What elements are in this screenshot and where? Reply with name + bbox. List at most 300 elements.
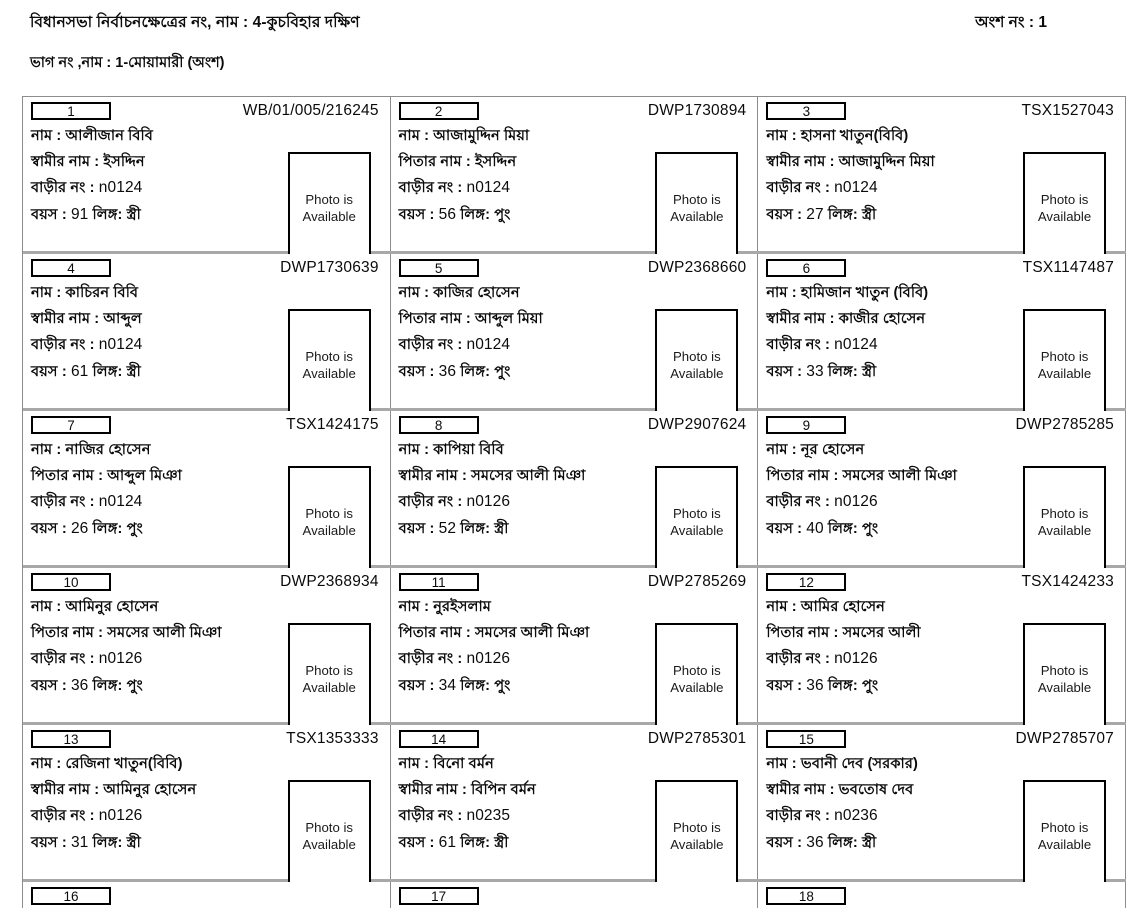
voter-name-label: নাম : — [31, 599, 62, 615]
voter-details — [31, 281, 277, 385]
house-number-label: বাড়ীর নং : — [31, 651, 95, 667]
serial-number-box: 7 — [31, 416, 111, 434]
house-number-label: বাড়ীর নং : — [398, 808, 463, 824]
voter-age-value: 56 — [438, 205, 457, 223]
photo-placeholder — [1023, 623, 1106, 734]
voter-age-value: 36 — [438, 362, 457, 380]
house-number-label: বাড়ীর নং : — [398, 494, 463, 510]
house-number — [31, 175, 277, 202]
voter-card-body — [31, 438, 383, 542]
voter-age-value: 36 — [70, 676, 89, 694]
voter-age-extra-value: পুং — [494, 206, 511, 223]
voter-age — [766, 202, 1012, 229]
photo-text-line2: Available — [302, 365, 356, 381]
voter-details — [399, 124, 645, 228]
voter-age-extra-label: লিঙ্গ: — [460, 363, 491, 380]
serial-number-box: 5 — [399, 259, 479, 277]
voter-relation — [399, 150, 645, 176]
voter-age-label: বয়স : — [398, 677, 435, 694]
house-number-label: বাড়ীর নং : — [766, 337, 830, 353]
house-number-label: বাড়ীর নং : — [766, 651, 830, 667]
voter-age-value: 36 — [806, 676, 824, 694]
voter-card[interactable] — [758, 568, 1126, 722]
epic-id: DWP2785285 — [1015, 416, 1115, 433]
photo-placeholder — [1023, 780, 1106, 891]
voter-age-value: 31 — [70, 833, 89, 851]
voter-name-value: আমিনুর হোসেন — [65, 599, 159, 615]
photo-text-line1: Photo is — [1040, 505, 1089, 521]
house-number-value: n0124 — [834, 336, 878, 353]
voter-card[interactable] — [23, 882, 391, 908]
voter-card-header — [399, 887, 751, 908]
voter-age-extra-value: পুং — [861, 677, 879, 694]
voter-age-label: বয়স : — [766, 520, 803, 537]
voter-relation-label: পিতার নাম : — [31, 624, 104, 641]
photo-text-line1: Photo is — [305, 662, 353, 678]
voter-name-label: নাম : — [398, 128, 430, 144]
voter-relation-value: ইসদ্দিন — [474, 153, 517, 170]
photo-placeholder-text — [303, 662, 356, 696]
voter-relation-label: স্বামীর নাম : — [31, 781, 100, 798]
voter-relation-label: পিতার নাম : — [766, 624, 839, 641]
voter-relation-label: স্বামীর নাম : — [31, 310, 100, 327]
voter-age-extra-label: লিঙ্গ: — [460, 520, 491, 537]
voter-name-label: নাম : — [766, 599, 797, 615]
voter-age-label: বয়স : — [31, 520, 67, 537]
photo-text-line2: Available — [1037, 679, 1092, 695]
voter-name — [31, 281, 277, 307]
voter-card[interactable] — [23, 411, 391, 565]
voter-card[interactable] — [758, 97, 1126, 251]
voter-details — [31, 595, 277, 699]
voter-age-label: বয়স : — [766, 834, 803, 851]
house-number — [31, 489, 277, 516]
voter-relation-label: পিতার নাম : — [398, 624, 471, 641]
voter-age-value: 34 — [438, 676, 457, 694]
voter-card[interactable] — [391, 568, 759, 722]
voter-relation-label: স্বামীর নাম : — [31, 153, 100, 170]
voter-details — [399, 438, 645, 542]
voter-card-header — [766, 416, 1118, 437]
voter-card[interactable] — [23, 725, 391, 879]
voter-age-extra-label: লিঙ্গ: — [460, 206, 491, 223]
section-line: ভাগ নং ,নাম : 1-মোয়ামারী (অংশ) — [30, 55, 225, 71]
house-number — [31, 332, 277, 359]
voter-card-header — [31, 730, 383, 751]
house-number-label: বাড়ীর নং : — [766, 180, 830, 196]
voter-name — [766, 281, 1012, 307]
voter-age-extra-value: স্ত্রী — [126, 206, 141, 223]
voter-age-extra-label: লিঙ্গ: — [827, 363, 858, 380]
voter-name — [399, 595, 645, 621]
house-number — [399, 489, 645, 516]
voter-relation-value: সমসের আলী — [842, 624, 921, 641]
voter-name — [399, 124, 645, 150]
constituency-line: বিধানসভা নির্বাচনক্ষেত্রের নং, নাম : 4-কুচবিহার দক্ষিণ — [30, 14, 360, 31]
photo-placeholder-text — [303, 191, 356, 225]
voter-card-header — [31, 259, 383, 280]
photo-placeholder-text — [303, 348, 356, 382]
voter-card-body — [31, 124, 383, 228]
voter-card-header — [31, 416, 383, 437]
voter-card-body — [766, 595, 1118, 699]
voter-name-label: নাম : — [398, 756, 430, 772]
part-number-label: অংশ নং : 1 — [975, 14, 1047, 31]
voter-card-body — [399, 595, 751, 699]
voter-age-value: 26 — [70, 519, 89, 537]
voter-name — [31, 752, 277, 778]
photo-placeholder-text — [1038, 348, 1091, 382]
voter-card-body — [766, 438, 1118, 542]
photo-text-line2: Available — [670, 522, 724, 538]
house-number — [399, 646, 645, 673]
voter-age-extra-label: লিঙ্গ: — [92, 677, 123, 694]
voter-card-body — [399, 752, 751, 856]
voter-card-body — [399, 281, 751, 385]
voter-age-label: বয়স : — [31, 206, 67, 223]
photo-placeholder-text — [670, 819, 723, 853]
voter-card-header — [766, 102, 1118, 123]
house-number — [31, 803, 277, 830]
photo-placeholder — [288, 309, 371, 420]
voter-age-extra-value: স্ত্রী — [126, 834, 141, 851]
voter-card-body — [31, 752, 383, 856]
voter-name — [31, 595, 277, 621]
voter-age-extra-value: পুং — [126, 520, 143, 537]
voter-card[interactable] — [23, 568, 391, 722]
voter-age — [399, 673, 645, 700]
photo-text-line1: Photo is — [1040, 191, 1089, 207]
photo-text-line2: Available — [670, 208, 724, 224]
voter-card[interactable] — [23, 97, 391, 251]
voter-name-label: নাম : — [31, 442, 62, 458]
voter-name-value: ভবানী দেব (সরকার) — [800, 756, 918, 772]
voter-relation — [31, 150, 277, 176]
photo-text-line2: Available — [302, 679, 356, 695]
voter-name-value: কাচিরন বিবি — [65, 285, 139, 301]
voter-name-label: নাম : — [31, 285, 62, 301]
epic-id: TSX1424175 — [286, 416, 379, 433]
photo-placeholder — [655, 152, 738, 263]
house-number — [399, 332, 645, 359]
voter-age-label: বয়স : — [398, 834, 435, 851]
voter-card-body — [31, 595, 383, 699]
voter-name-value: আমির হোসেন — [800, 599, 885, 615]
voter-card[interactable] — [391, 411, 759, 565]
house-number-value: n0126 — [98, 807, 143, 824]
voter-age-value: 52 — [438, 519, 457, 537]
photo-text-line1: Photo is — [1040, 662, 1089, 678]
epic-id: TSX1424233 — [1021, 573, 1115, 590]
house-number-value: n0235 — [466, 807, 511, 824]
voter-age — [31, 516, 277, 543]
photo-placeholder-text — [670, 191, 723, 225]
voter-card-header — [766, 730, 1118, 751]
photo-placeholder — [288, 466, 371, 577]
photo-placeholder — [288, 152, 371, 263]
voter-age — [399, 202, 645, 229]
voter-details — [399, 752, 645, 856]
voter-name-label: নাম : — [31, 128, 62, 144]
voter-card-header — [399, 573, 751, 594]
house-number-value: n0124 — [98, 493, 143, 510]
voter-relation-value: আব্দুল মিয়া — [474, 310, 543, 327]
voter-row — [23, 725, 1126, 882]
voter-name-value: আলীজান বিবি — [65, 128, 153, 144]
voter-age-label: বয়স : — [31, 677, 67, 694]
voter-card[interactable] — [23, 254, 391, 408]
photo-text-line2: Available — [302, 522, 356, 538]
voter-card[interactable] — [391, 254, 759, 408]
photo-text-line1: Photo is — [1040, 819, 1089, 835]
voter-age — [31, 673, 277, 700]
house-number-value: n0124 — [98, 336, 143, 353]
photo-text-line1: Photo is — [673, 348, 721, 364]
voter-card-body — [399, 124, 751, 228]
voter-name-label: নাম : — [766, 285, 797, 301]
voter-relation — [766, 778, 1012, 804]
photo-text-line2: Available — [670, 836, 724, 852]
voter-card-header — [766, 573, 1118, 594]
serial-number-box: 15 — [766, 730, 846, 748]
epic-id: DWP2785269 — [647, 573, 747, 590]
house-number-label: বাড়ীর নং : — [398, 180, 463, 196]
voter-relation-value: আমিনুর হোসেন — [103, 781, 197, 798]
voter-relation-label: পিতার নাম : — [398, 310, 471, 327]
serial-number-box: 13 — [31, 730, 111, 748]
voter-age-value: 61 — [70, 362, 89, 380]
voter-relation-value: সমসের আলী মিঞা — [474, 624, 590, 641]
serial-number-box: 16 — [31, 887, 111, 905]
voter-name-label: নাম : — [398, 285, 430, 301]
house-number-value: n0126 — [466, 493, 511, 510]
voter-age-extra-label: লিঙ্গ: — [460, 834, 491, 851]
photo-placeholder-text — [303, 819, 356, 853]
serial-number-box: 2 — [399, 102, 479, 120]
voter-age-extra-value: পুং — [126, 677, 143, 694]
epic-id: DWP2907624 — [647, 416, 747, 433]
voter-name-label: নাম : — [766, 442, 797, 458]
photo-placeholder — [288, 623, 371, 734]
epic-id: TSX1527043 — [1021, 102, 1115, 119]
photo-text-line1: Photo is — [673, 819, 721, 835]
voter-age — [766, 359, 1012, 386]
house-number — [766, 489, 1012, 516]
voter-relation — [766, 621, 1012, 647]
voter-relation-value: আজামুদ্দিন মিয়া — [838, 153, 935, 170]
voter-row — [23, 568, 1126, 725]
voter-name-value: নুরইসলাম — [433, 599, 491, 615]
voter-details — [766, 281, 1012, 385]
voter-card[interactable] — [758, 725, 1126, 879]
voter-card[interactable] — [758, 882, 1126, 908]
voter-roll-grid — [22, 96, 1126, 908]
voter-row — [23, 411, 1126, 568]
voter-card[interactable] — [391, 97, 759, 251]
photo-placeholder — [1023, 466, 1106, 577]
voter-card[interactable] — [758, 254, 1126, 408]
voter-card-body — [766, 281, 1118, 385]
voter-relation-label: স্বামীর নাম : — [766, 310, 835, 327]
epic-id: DWP2368660 — [647, 259, 747, 276]
voter-name-label: নাম : — [766, 756, 797, 772]
voter-name — [31, 438, 277, 464]
voter-card-body — [766, 124, 1118, 228]
voter-name — [399, 281, 645, 307]
voter-card-header — [766, 259, 1118, 280]
voter-age-extra-value: স্ত্রী — [861, 206, 877, 223]
voter-name-value: নূর হোসেন — [800, 442, 865, 458]
voter-name — [766, 438, 1012, 464]
photo-text-line1: Photo is — [305, 191, 353, 207]
voter-age-extra-value: স্ত্রী — [494, 834, 509, 851]
voter-relation — [766, 307, 1012, 333]
house-number-value: n0126 — [466, 650, 511, 667]
voter-age-extra-label: লিঙ্গ: — [92, 363, 123, 380]
epic-id: DWP2785301 — [647, 730, 747, 747]
photo-text-line1: Photo is — [673, 662, 721, 678]
photo-placeholder — [655, 623, 738, 734]
voter-relation — [31, 778, 277, 804]
voter-card-header — [31, 887, 383, 908]
voter-age — [399, 516, 645, 543]
voter-name-value: রেজিনা খাতুন(বিবি) — [65, 756, 183, 772]
serial-number-box: 11 — [399, 573, 479, 591]
house-number-label: বাড়ীর নং : — [31, 494, 95, 510]
photo-text-line2: Available — [670, 365, 724, 381]
voter-name-value: কাপিয়া বিবি — [433, 442, 504, 458]
voter-card[interactable] — [758, 411, 1126, 565]
house-number — [31, 646, 277, 673]
voter-row — [23, 97, 1126, 254]
voter-age-label: বয়স : — [398, 363, 435, 380]
voter-age-label: বয়স : — [766, 206, 803, 223]
photo-placeholder — [655, 780, 738, 891]
voter-name — [766, 124, 1012, 150]
voter-age-extra-label: লিঙ্গ: — [827, 206, 858, 223]
voter-age-value: 27 — [806, 205, 824, 223]
serial-number-box: 12 — [766, 573, 846, 591]
voter-name-label: নাম : — [398, 599, 430, 615]
photo-text-line2: Available — [1037, 208, 1092, 224]
voter-relation — [766, 464, 1012, 490]
voter-age-extra-label: লিঙ্গ: — [827, 677, 858, 694]
voter-age-label: বয়স : — [31, 834, 67, 851]
voter-relation — [399, 464, 645, 490]
house-number — [399, 803, 645, 830]
house-number — [766, 175, 1012, 202]
voter-age-label: বয়স : — [31, 363, 67, 380]
voter-card-header — [399, 102, 751, 123]
voter-row — [23, 882, 1126, 908]
voter-age-label: বয়স : — [766, 363, 803, 380]
voter-age-value: 61 — [438, 833, 457, 851]
voter-relation-value: কাজীর হোসেন — [838, 310, 926, 327]
epic-id: DWP1730894 — [647, 102, 747, 119]
serial-number-box: 10 — [31, 573, 111, 591]
serial-number-box: 8 — [399, 416, 479, 434]
voter-age-value: 40 — [806, 519, 824, 537]
epic-id: DWP1730639 — [280, 259, 379, 276]
photo-text-line1: Photo is — [305, 505, 353, 521]
epic-id: DWP2368934 — [280, 573, 379, 590]
voter-name — [31, 124, 277, 150]
photo-text-line2: Available — [302, 208, 356, 224]
epic-id: WB/01/005/216245 — [242, 102, 379, 119]
voter-relation — [31, 464, 277, 490]
photo-placeholder-text — [1038, 505, 1091, 539]
voter-card-header — [399, 259, 751, 280]
voter-name-value: নাজির হোসেন — [65, 442, 151, 458]
voter-age-label: বয়স : — [398, 206, 435, 223]
voter-name-label: নাম : — [766, 128, 797, 144]
voter-relation — [399, 307, 645, 333]
page-header — [0, 0, 1147, 76]
voter-age — [31, 202, 277, 229]
voter-details — [31, 752, 277, 856]
voter-name-value: আজামুদ্দিন মিয়া — [433, 128, 530, 144]
house-number-label: বাড়ীর নং : — [398, 337, 463, 353]
voter-card-body — [31, 281, 383, 385]
voter-relation-value: সমসের আলী মিঞা — [107, 624, 222, 641]
house-number-value: n0124 — [466, 179, 511, 196]
voter-card[interactable] — [391, 725, 759, 879]
serial-number-box: 3 — [766, 102, 846, 120]
serial-number-box: 4 — [31, 259, 111, 277]
voter-age-extra-value: স্ত্রী — [494, 520, 509, 537]
voter-details — [766, 752, 1012, 856]
house-number-label: বাড়ীর নং : — [766, 808, 830, 824]
voter-age-label: বয়স : — [766, 677, 803, 694]
house-number — [766, 332, 1012, 359]
photo-placeholder-text — [1038, 819, 1091, 853]
house-number-label: বাড়ীর নং : — [398, 651, 463, 667]
epic-id: TSX1353333 — [286, 730, 379, 747]
house-number-value: n0124 — [834, 179, 878, 196]
house-number — [766, 803, 1012, 830]
house-number — [399, 175, 645, 202]
photo-text-line1: Photo is — [673, 191, 721, 207]
voter-age-extra-value: স্ত্রী — [861, 834, 877, 851]
voter-card-header — [399, 730, 751, 751]
voter-card-header — [399, 416, 751, 437]
photo-text-line2: Available — [1037, 365, 1092, 381]
house-number — [766, 646, 1012, 673]
voter-relation — [766, 150, 1012, 176]
voter-relation-label: স্বামীর নাম : — [766, 781, 835, 798]
photo-text-line1: Photo is — [305, 348, 353, 364]
photo-text-line1: Photo is — [1040, 348, 1089, 364]
serial-number-box: 17 — [399, 887, 479, 905]
voter-relation — [399, 778, 645, 804]
voter-details — [766, 595, 1012, 699]
voter-age-label: বয়স : — [398, 520, 435, 537]
house-number-value: n0126 — [98, 650, 143, 667]
voter-relation-value: বিপিন বর্মন — [471, 781, 536, 798]
voter-card-body — [766, 752, 1118, 856]
serial-number-box: 14 — [399, 730, 479, 748]
photo-text-line1: Photo is — [673, 505, 721, 521]
voter-age — [766, 516, 1012, 543]
voter-age — [31, 830, 277, 857]
photo-placeholder — [1023, 152, 1106, 263]
voter-card-header — [31, 573, 383, 594]
voter-name-value: কাজির হোসেন — [433, 285, 520, 301]
photo-placeholder-text — [670, 348, 723, 382]
photo-text-line1: Photo is — [305, 819, 353, 835]
voter-card[interactable] — [391, 882, 759, 908]
voter-age-extra-value: স্ত্রী — [126, 363, 141, 380]
